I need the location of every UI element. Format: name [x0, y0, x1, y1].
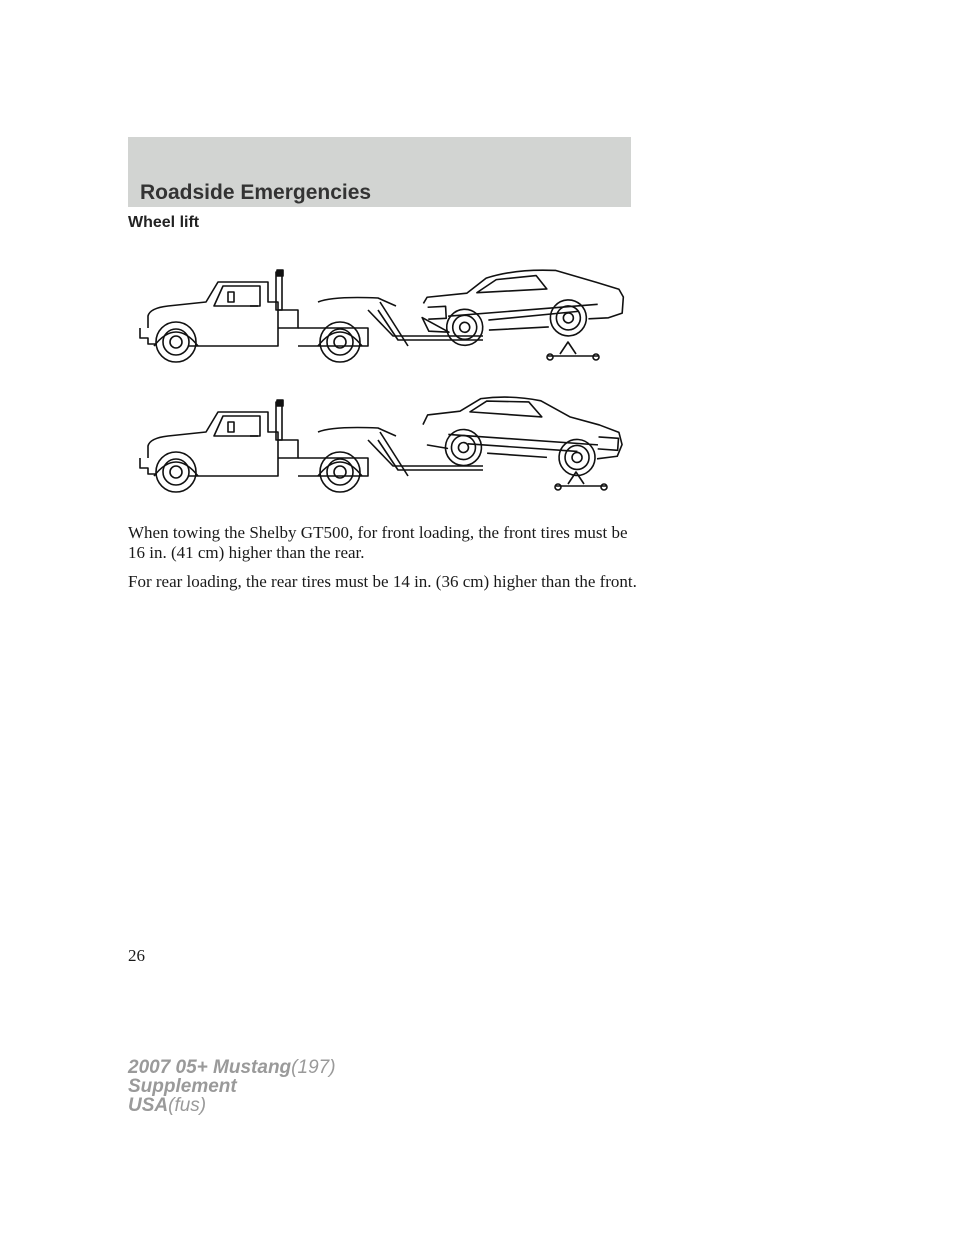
tow-truck-wheel-lift-icon [128, 262, 638, 372]
footer-line-supplement: Supplement [128, 1076, 237, 1097]
towing-rear-loading-text: For rear loading, the rear tires must be 14 in. (36 cm) higher than the front. [128, 572, 637, 591]
page-number: 26 [128, 946, 145, 965]
footer-line-model: 2007 05+ Mustang(197) [128, 1057, 336, 1078]
page-header-title: Roadside Emergencies [140, 181, 372, 204]
document-footer [128, 1058, 336, 1115]
section-title: Wheel lift [128, 214, 200, 231]
footer-line-region: USA(fus) [128, 1095, 207, 1116]
towing-front-loading-text: When towing the Shelby GT500, for front loading, the front tires must be 16 in. (41 cm) higher than the rear. [128, 523, 628, 562]
tow-truck-wheel-lift-icon [128, 392, 638, 502]
